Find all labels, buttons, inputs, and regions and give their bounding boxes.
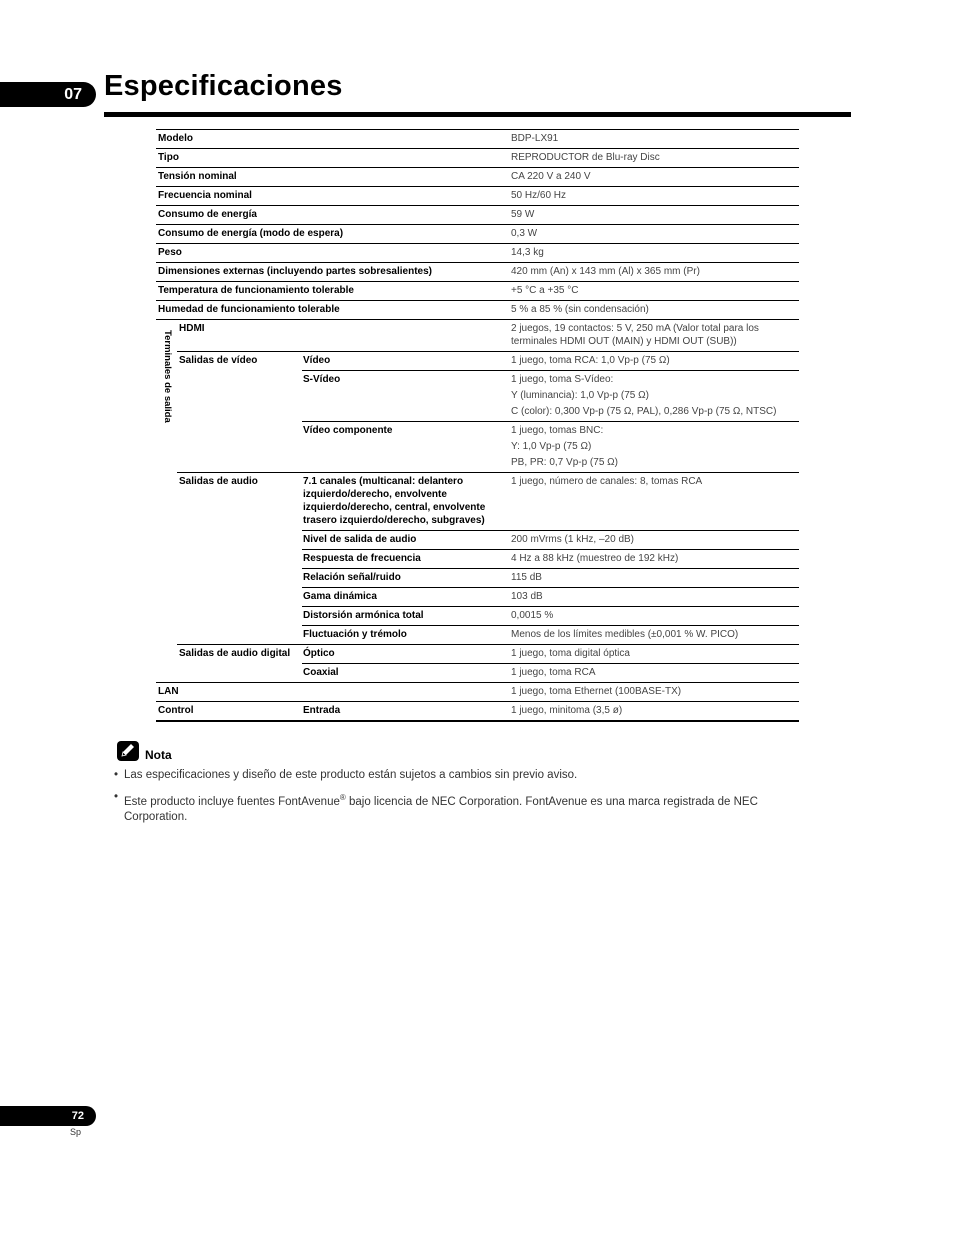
page-number: 72	[0, 1106, 96, 1126]
pencil-note-icon	[117, 741, 139, 761]
spec-table	[156, 129, 799, 720]
row-label: Control	[158, 705, 194, 716]
row-value: 1 juego, toma RCA: 1,0 Vp-p (75 Ω)	[511, 355, 670, 366]
row-label: Peso	[158, 247, 182, 258]
table-row	[156, 224, 799, 243]
row-value: 5 % a 85 % (sin condensación)	[511, 304, 649, 315]
table-row	[156, 682, 799, 701]
row-label: 7.1 canales (multicanal: delantero izquierdo/derecho, envolvente izquierdo/derecho, central, envolvente trasero izquierdo/derecho, subgraves)	[303, 476, 486, 526]
vertical-group-label: Terminales de salida	[162, 330, 173, 423]
row-label: Vídeo	[303, 355, 331, 366]
row-label: Distorsión armónica total	[303, 610, 424, 621]
table-row	[156, 319, 799, 351]
row-value: 1 juego, minitoma (3,5 ø)	[511, 705, 623, 716]
row-label: Tensión nominal	[158, 171, 237, 182]
row-value-line3: PB, PR: 0,7 Vp-p (75 Ω)	[511, 457, 618, 468]
row-label: Respuesta de frecuencia	[303, 553, 421, 564]
table-row	[156, 281, 799, 300]
row-value: 200 mVrms (1 kHz, –20 dB)	[511, 534, 635, 545]
table-row	[156, 262, 799, 281]
row-value: REPRODUCTOR de Blu-ray Disc	[511, 152, 660, 163]
table-row	[302, 568, 799, 587]
chapter-number-tab: 07	[0, 82, 96, 107]
row-value: 115 dB	[511, 572, 542, 583]
row-value: 1 juego, toma S-Vídeo:	[511, 374, 614, 385]
row-label: S-Vídeo	[303, 374, 341, 385]
row-label: Consumo de energía (modo de espera)	[158, 228, 344, 239]
bullet-dot: •	[114, 769, 119, 781]
row-label: Tipo	[158, 152, 179, 163]
table-row	[156, 167, 799, 186]
table-row	[177, 351, 799, 370]
note-bullet-part: Este producto incluye fuentes FontAvenue	[124, 795, 340, 808]
table-row	[302, 587, 799, 606]
row-label: Modelo	[158, 133, 193, 144]
row-value: 14,3 kg	[511, 247, 544, 258]
row-value: 4 Hz a 88 kHz (muestreo de 192 kHz)	[511, 553, 679, 564]
table-row	[156, 129, 799, 148]
row-value: 59 W	[511, 209, 535, 220]
row-label: Consumo de energía	[158, 209, 257, 220]
row-label: Óptico	[303, 648, 335, 659]
row-group-label: HDMI	[179, 323, 205, 334]
row-value: Menos de los límites medibles (±0,001 % W. PICO)	[511, 629, 739, 640]
table-row	[302, 663, 799, 682]
row-value: 1 juego, tomas BNC:	[511, 425, 604, 436]
page-language: Sp	[70, 1127, 82, 1137]
table-row	[177, 472, 799, 530]
row-label: Nivel de salida de audio	[303, 534, 417, 545]
row-label: Relación señal/ruido	[303, 572, 401, 583]
row-value: +5 °C a +35 °C	[511, 285, 579, 296]
table-row	[156, 205, 799, 224]
row-value-line2: Y (luminancia): 1,0 Vp-p (75 Ω)	[511, 390, 649, 401]
row-label: LAN	[158, 686, 179, 697]
page-title: Especificaciones	[104, 70, 343, 102]
row-label: Dimensiones externas (incluyendo partes sobresalientes)	[158, 266, 432, 277]
row-value: 1 juego, número de canales: 8, tomas RCA	[511, 476, 703, 487]
row-value: 1 juego, toma digital óptica	[511, 648, 630, 659]
table-row	[302, 421, 799, 472]
row-value: 1 juego, toma RCA	[511, 667, 596, 678]
note-bullet: Las especificaciones y diseño de este producto están sujetos a cambios sin previo aviso.	[124, 769, 578, 781]
table-row	[156, 243, 799, 262]
row-value: 420 mm (An) x 143 mm (Al) x 365 mm (Pr)	[511, 266, 700, 277]
row-group-label: Salidas de audio digital	[179, 648, 291, 659]
note-bullet-part: bajo licencia de NEC Corporation. FontAvenue es una marca registrada de NEC Corporation.	[124, 795, 758, 823]
table-row	[156, 186, 799, 205]
title-rule	[104, 112, 851, 117]
row-value: 0,0015 %	[511, 610, 554, 621]
row-value-line2: Y: 1,0 Vp-p (75 Ω)	[511, 441, 592, 452]
note-bullet	[124, 790, 814, 825]
table-row	[302, 549, 799, 568]
row-value: 1 juego, toma Ethernet (100BASE-TX)	[511, 686, 682, 697]
row-label: Gama dinámica	[303, 591, 377, 602]
table-row	[156, 148, 799, 167]
row-sublabel: Entrada	[303, 705, 341, 716]
row-label: Humedad de funcionamiento tolerable	[158, 304, 340, 315]
table-row	[302, 625, 799, 644]
registered-mark: ®	[339, 793, 346, 802]
note-title: Nota	[145, 748, 172, 762]
table-row	[156, 300, 799, 319]
row-value: 50 Hz/60 Hz	[511, 190, 567, 201]
row-value-line3: C (color): 0,300 Vp-p (75 Ω, PAL), 0,286 Vp-p (75 Ω, NTSC)	[511, 406, 777, 417]
table-row	[302, 530, 799, 549]
row-label: Coaxial	[303, 667, 339, 678]
table-bottom-rule	[156, 720, 799, 722]
table-row	[156, 701, 799, 720]
row-label: Vídeo componente	[303, 425, 393, 436]
table-row	[302, 370, 799, 421]
row-label: Fluctuación y trémolo	[303, 629, 407, 640]
row-label: Frecuencia nominal	[158, 190, 252, 201]
row-group-label: Salidas de audio	[179, 476, 258, 487]
table-row	[302, 606, 799, 625]
bullet-dot: •	[114, 791, 119, 803]
row-value: CA 220 V a 240 V	[511, 171, 591, 182]
row-group-label: Salidas de vídeo	[179, 355, 258, 366]
row-value: 2 juegos, 19 contactos: 5 V, 250 mA (Valor total para los terminales HDMI OUT (MAIN) y HDMI OUT (SUB))	[511, 323, 759, 347]
table-row	[177, 644, 799, 663]
row-value: 103 dB	[511, 591, 543, 602]
row-value: BDP-LX91	[511, 133, 559, 144]
row-label: Temperatura de funcionamiento tolerable	[158, 285, 354, 296]
row-value: 0,3 W	[511, 228, 538, 239]
